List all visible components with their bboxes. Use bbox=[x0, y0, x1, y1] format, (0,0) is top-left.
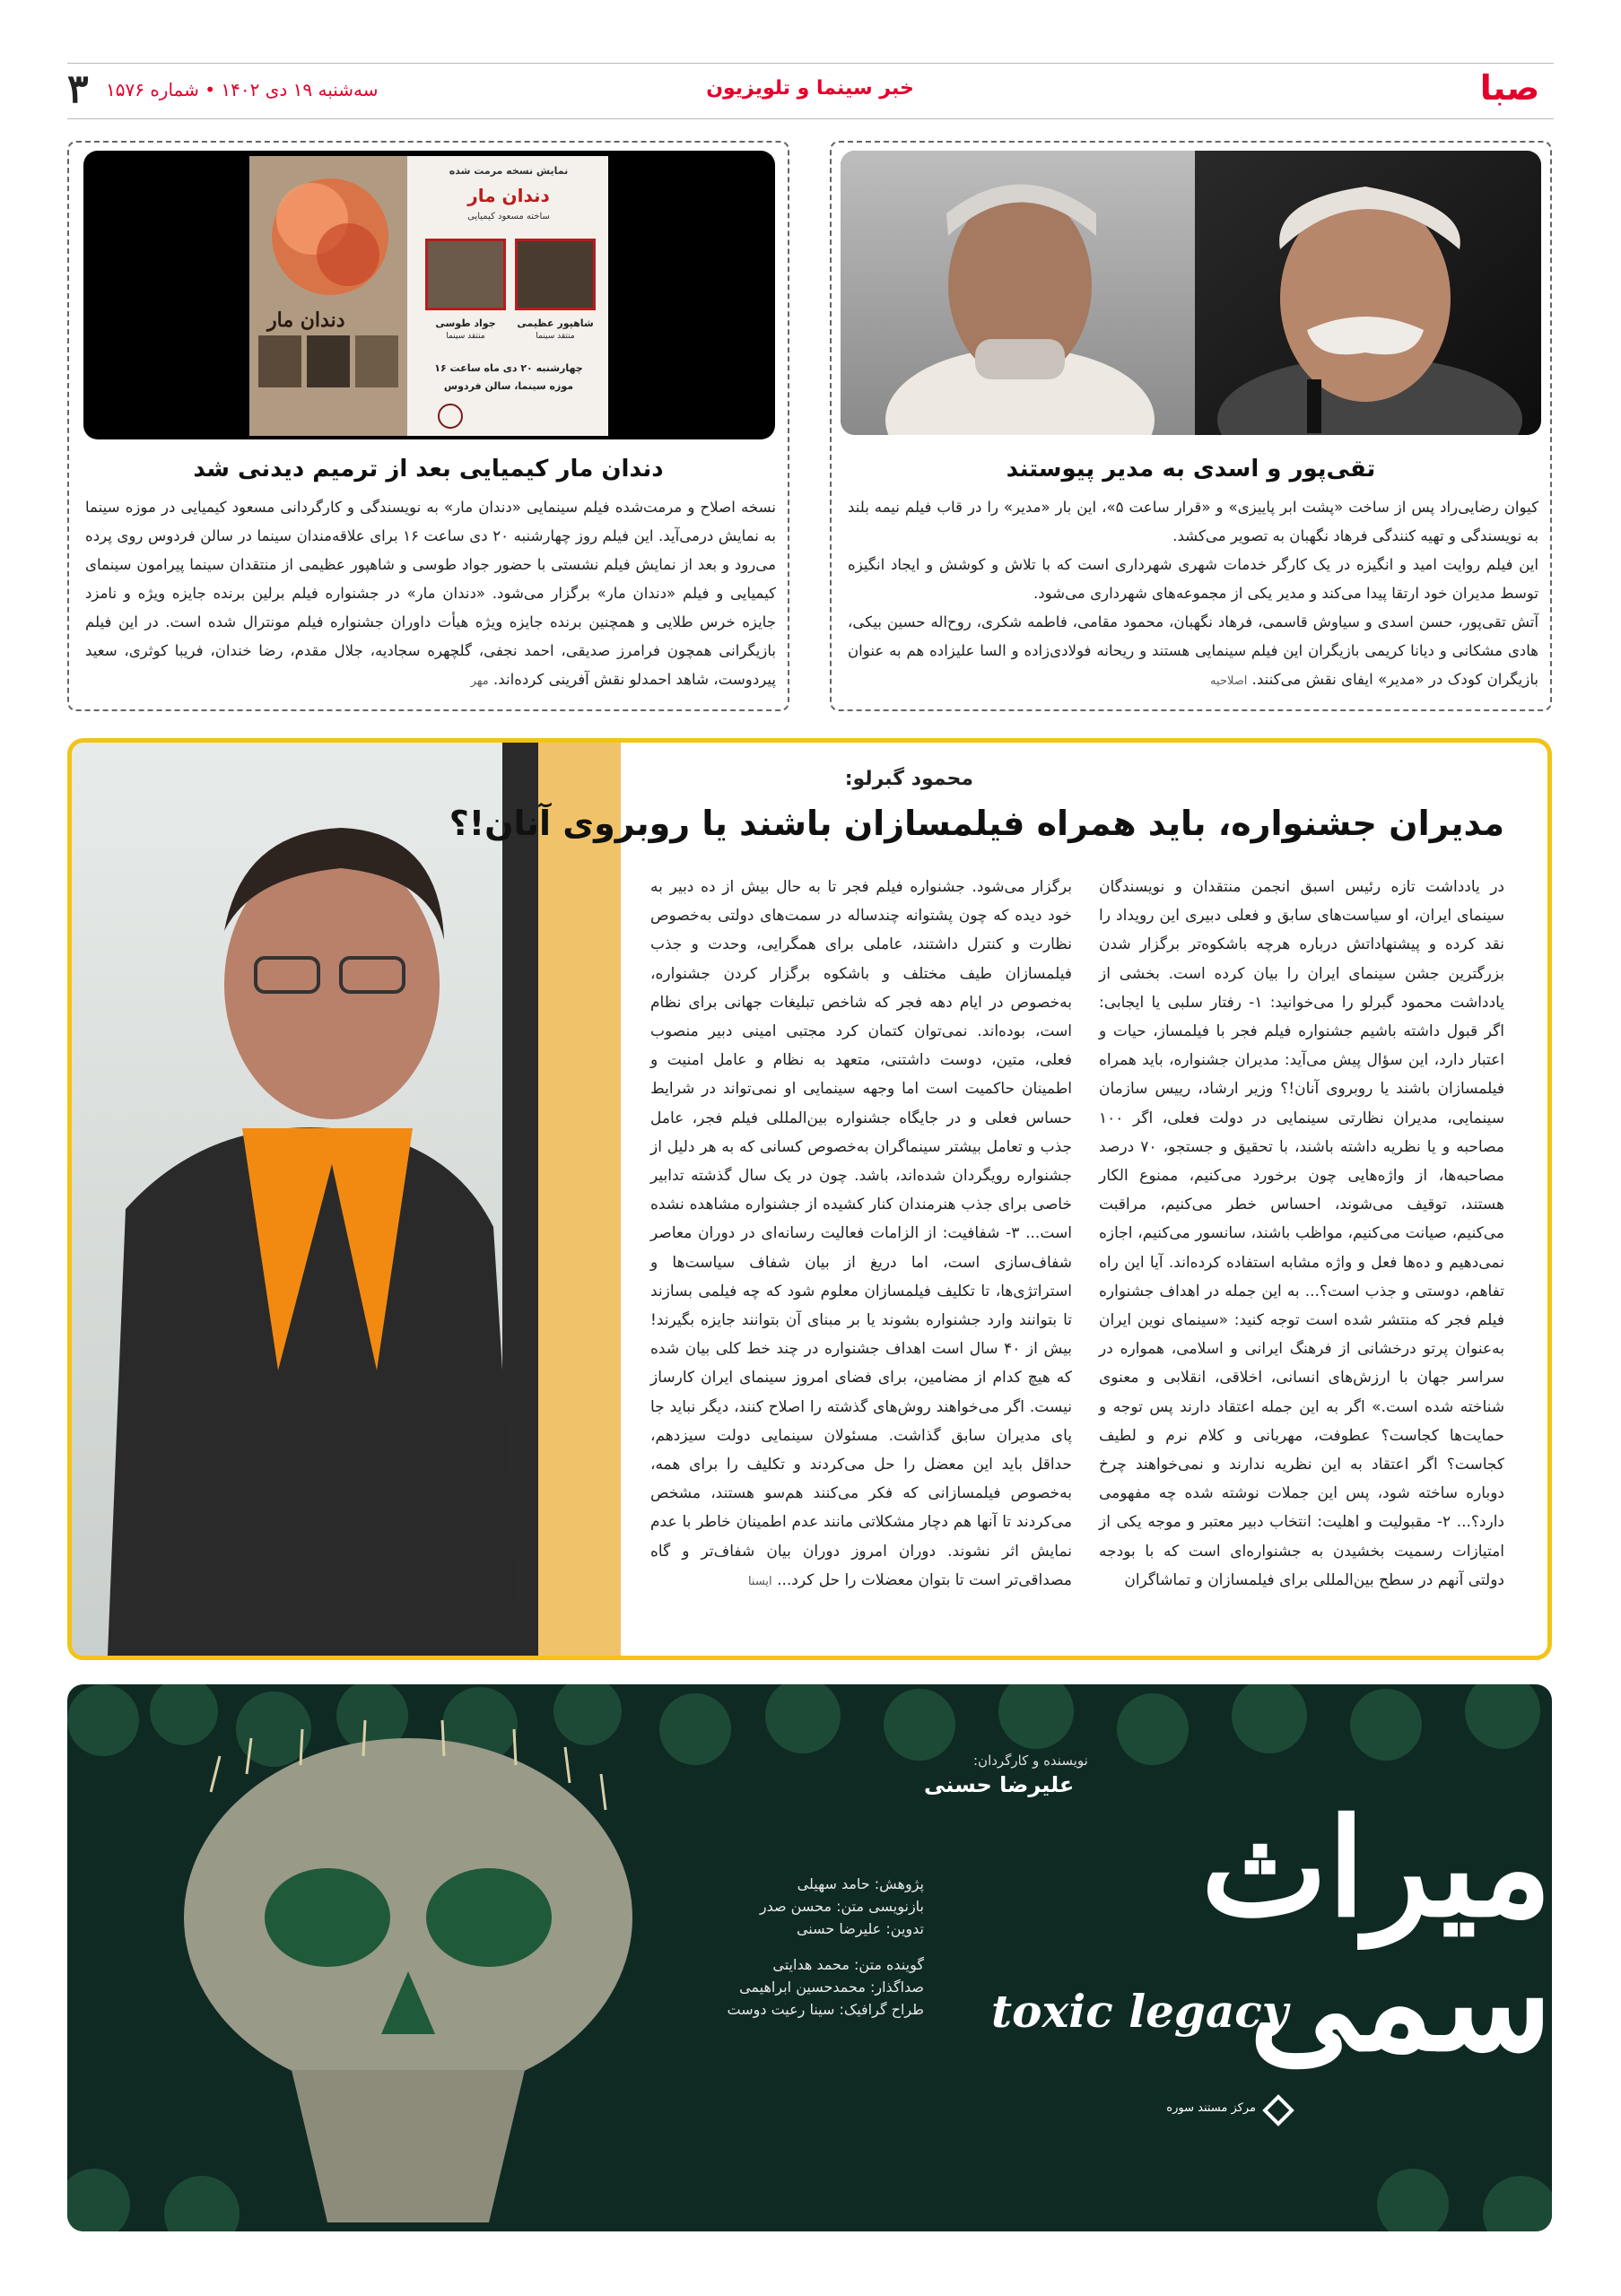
issue-line: سه‌شنبه ۱۹ دی ۱۴۰۲ • شماره ۱۵۷۶ bbox=[106, 79, 379, 100]
guest1-photo bbox=[515, 239, 596, 310]
article-right-p1: کیوان رضایی‌راد پس از ساخت «پشت ابر پاییزی» و «قرار ساعت ۵»، این بار «مدیر» را در قاب فیلم نیمه بلند به نویسندگی و تهیه کنندگی فرهاد نگهبان به تصویر می‌کشد. bbox=[848, 499, 1538, 544]
event-poster-card bbox=[249, 156, 608, 436]
actors-photo-art bbox=[841, 151, 1541, 435]
film-art-image bbox=[249, 156, 407, 436]
museum-logo-icon bbox=[438, 404, 463, 429]
article-right-body bbox=[848, 493, 1538, 696]
event-heading: نمایش نسخه مرمت شده bbox=[449, 165, 569, 177]
credit-sound: صداگذار: محمدحسین ابراهیمی bbox=[739, 1979, 924, 1996]
article-right-p2: این فیلم روایت امید و انگیزه در یک کارگر خدمات شهری شهرداری است که با تلاش و کوشش و ایجاد انگیزه توسط مدیران خود ارتقا پیدا می‌کند و مدیر یکی از مجموعه‌های شهرداری می‌شود. bbox=[848, 556, 1538, 602]
director-label: نویسنده و کارگردان: bbox=[973, 1752, 1088, 1769]
guest2-name: جواد طوسی bbox=[435, 317, 496, 329]
director-name: علیرضا حسنی bbox=[924, 1772, 1075, 1797]
credit-graphics: طراح گرافیک: سینا رعیت دوست bbox=[727, 2001, 924, 2018]
feature-col-left-text: برگزار می‌شود. جشنواره فیلم فجر تا به حال بیش از ده دبیر به خود دیده که چون پشتوانه چندساله در سمت‌های دولتی به‌خصوص نظارت و کنترل داشتند، عاملی برای همگرایی، وحدت و جذب فیلمسازان طیف مختلف و باشکوه برگزار کردن جشنواره، به‌خصوص در ایام دهه فجر که شاخص تبلیغات جهانی برای نظام است، بوده‌اند. نمی‌توان کتمان کرد مجتبی امینی دبیر منصوب فعلی، متین، دوست داشتنی، متعهد به نظام و عامل امنیت و اطمینان حاکمیت است اما وجهه سینمایی او نمی‌تواند در شرایط حساس فعلی و در جایگاه جشنواره بین‌المللی فیلم فجر، عامل جذب و تعامل بیشتر سینماگران به‌خصوص کسانی که به هر دلیل از جشنواره رویگردان شده‌اند، باشد. چون در یک سال گذشته تدابیر خاصی برای جذب هنرمندان کنار کشیده از جشنواره مشاهده نشده است... ۳- شفافیت: از الزامات فعالیت رسانه‌ای در دوران معاصر شفاف‌سازی است، اما دریغ از بیان شفاف سیاست‌ها و استراتژی‌ها، تا تکلیف فیلمسازان معلوم شود که چه فیلمی بسازند تا بتوانند وارد جشنواره بشوند یا بر مبنای آن بتوانند جایزه بگیرند! بیش از ۴۰ سال است اهداف جشنواره در چند خط کلی بیان شده که هیچ کدام از مضامین، برای فضای امروز سینمای ایران کارساز نیست. اگر می‌خواهند روش‌های گذشته را اصلاح کنند، دیگر نباید جا پای مدیران سابق گذاشت. مسئولان سینمایی دولت سیزدهم، حداقل باید این معضل را حل می‌کردند و تکلیف را برای همه، به‌خصوص فیلمسازانی که فکر می‌کنند هم‌سو هستند، مشخص می‌کردند تا آنها هم دچار مشکلاتی مانند عدم اطمینان خاطر با عدم نمایش اثر نشوند. دوران امروز دوران بیان شفاف‌تر و گاه مصداقی‌تر است تا بتوان معضلات را حل کرد... bbox=[650, 878, 1072, 1589]
guest2-photo bbox=[425, 239, 506, 310]
credit-editing: تدوین: علیرضا حسنی bbox=[796, 1920, 924, 1937]
logo-text: صبا bbox=[1479, 68, 1540, 108]
article-left-body bbox=[85, 493, 776, 696]
section-title: خبر سینما و تلویزیون bbox=[706, 77, 914, 100]
gebrlu-portrait bbox=[72, 743, 621, 1656]
article-left-p1: نسخه اصلاح و مرمت‌شده فیلم سینمایی «دندان مار» به نویسندگی و کارگردانی مسعود کیمیایی در موزه سینما به نمایش درمی‌آید. این فیلم روز چهارشنبه ۲۰ دی ساعت ۱۶ برای علاقه‌مندان سینما در سالن فردوس روی پرده می‌رود و بعد از نمایش فیلم نشستی با حضور جواد طوسی و شاهپور عظیمی از منتقدان سینما پیرامون سینمای کیمیایی و فیلم «دندان مار» برگزار می‌شود. «دندان مار» در جشنواره فیلم برلین برنده جایزه ویژه و نامزد جایزه خرس طلایی و همچنین برنده جایزه ویژه هیأت داوران جشنواره فیلم مونترال شده است. در این فیلم بازیگرانی همچون فرامرز صدیقی، احمد نجفی، گلچهره سجادیه، جلال مقدم، رضا خندان، فریبا کوثری، سعید پیردوست، شاهد احمدلو نقش آفرینی کرده‌اند. bbox=[85, 499, 777, 688]
feature-headline: مدیران جشنواره، باید همراه فیلمسازان باشند یا روبروی آنان!؟ bbox=[449, 804, 1504, 843]
studio-logo-icon bbox=[1260, 2092, 1296, 2128]
guest1-name: شاهپور عظیمی bbox=[517, 317, 594, 329]
feature-col-right: در یادداشت تازه رئیس اسبق انجمن منتقدان و نویسندگان سینمای ایران، او سیاست‌های سابق و فعلی دبیری این رویداد را نقد کرده و پیشنهاداتش درباره هرچه باشکوه‌تر برگزار شدن بزرگترین جشن سینمای ایران را بیان کرده است. بخشی از یادداشت محمود گبرلو را می‌خوانید: ۱- رفتار سلبی یا ایجابی: اگر قبول داشته باشیم جشنواره فیلم فجر با فیلمساز، حیات و اعتبار دارد، این سؤال پیش می‌آید: مدیران جشنواره، باید همراه فیلمسازان باشند یا روبروی آنان!؟ وزیر ارشاد، رییس سازمان سینمایی، مدیران نظارتی سینمایی در دولت فعلی، اگر ۱۰۰ مصاحبه و یا نظریه داشته باشند، با تحقیق و جستجو، ۷۰ درصد مصاحبه‌ها، از واژه‌هایی چون برخورد می‌کنیم، ممنوع الکار هستند، توقیف می‌شوند، احساس خطر می‌کنیم، مراقبت می‌کنیم، صیانت می‌کنیم، مواظب باشند، سانسور می‌کنیم، اجازه نمی‌دهیم و ده‌ها فعل و واژه مشابه استفاده کرده‌اند. آیا این راه تفاهم، دوستی و جذب است؟... به این جمله در اهداف جشنواره فیلم فجر که منتشر شده است توجه کنید: «سینمای نوین ایران به‌عنوان پرتو درخشانی از فرهنگ ایرانی و اسلامی، همواره در سراسر جهان با ارزش‌های انسانی، اخلاقی، انقلابی و معنوی شناخته شده است.» اگر به این جمله اعتقاد دارند پس توجه و حمایت‌ها کجاست؟ عطوفت، مهربانی و کلام نرم و لطیف کجاست؟ اگر اعتقاد به این نظریه ندارند و نمی‌خواهند چرخ دوباره ساخته شود، پس این جملات نوشته شده چه مفهومی دارد؟... ۲- مقبولیت و اهلیت: انتخاب دبیر معتبر و موجه یکی از امتیازات رسمیت بخشیدن به جشنواره‌ای است که با بودجه دولتی آنهم در سطح بین‌المللی برای فیلمسازان و تماشاگران bbox=[1099, 878, 1505, 1589]
article-right-source: اصلاحیه bbox=[1210, 674, 1248, 688]
film-art-title: دندان مار bbox=[267, 309, 345, 332]
event-film-title: دندان مار bbox=[467, 185, 550, 206]
article-left-title: دندان مار کیمیایی بعد از ترمیم دیدنی شد bbox=[193, 456, 664, 483]
studio-name: مرکز مستند سوره bbox=[1166, 2101, 1256, 2115]
newspaper-logo bbox=[1468, 65, 1551, 111]
guest1-role: منتقد سینما bbox=[536, 332, 575, 341]
documentary-poster bbox=[67, 1684, 1552, 2231]
event-poster bbox=[83, 151, 775, 439]
article-left-source: مهر bbox=[470, 674, 489, 688]
feature-col-left bbox=[650, 873, 1072, 1596]
actors-photo bbox=[841, 151, 1541, 435]
gebrlu-portrait-art bbox=[72, 743, 621, 1656]
poster-title-fa: میراث سمی bbox=[1200, 1789, 1552, 2082]
credit-rewrite: بازنویسی متن: محسن صدر bbox=[759, 1898, 924, 1915]
credits-group-1 bbox=[745, 1873, 924, 1940]
poster-title-en: toxic legacy bbox=[991, 1985, 1288, 2038]
header-bottom-rule bbox=[67, 118, 1554, 119]
event-date: چهارشنبه ۲۰ دی ماه ساعت ۱۶ bbox=[434, 362, 583, 374]
credit-research: پژوهش: حامد سهیلی bbox=[797, 1875, 924, 1892]
studio-logo bbox=[1166, 2092, 1296, 2133]
article-right-p3-text: آتش تقی‌پور، حسن اسدی و سیاوش قاسمی، فرهاد نگهبان، محمود مقامی، فاطمه شکری، روح‌اله حسین بیکی، هادی مشکانی و دیانا کریمی بازیگران این فیلم سینمایی هستند و ریحانه فولادی‌زاده و السا علیزاده هم به عنوان بازیگران کودک در «مدیر» ایفای نقش می‌کنند. bbox=[848, 613, 1538, 688]
credit-narrator: گوینده متن: محمد هدایتی bbox=[772, 1956, 924, 1973]
event-venue: موزه سینما، سالن فردوس bbox=[443, 380, 574, 392]
credits-group-2 bbox=[727, 1953, 924, 2021]
header-top-rule bbox=[67, 63, 1554, 64]
guest2-role: منتقد سینما bbox=[446, 332, 485, 341]
page-number: ۳ bbox=[67, 66, 89, 112]
article-right-p3 bbox=[848, 608, 1538, 696]
event-maker: ساخته مسعود کیمیایی bbox=[467, 212, 550, 222]
feature-kicker: محمود گبرلو: bbox=[844, 768, 973, 790]
feature-source: ایسنا bbox=[747, 1574, 772, 1588]
film-art bbox=[249, 156, 407, 436]
article-right-title: تقی‌پور و اسدی به مدیر پیوستند bbox=[1006, 456, 1376, 483]
feature-box bbox=[67, 738, 1552, 1660]
